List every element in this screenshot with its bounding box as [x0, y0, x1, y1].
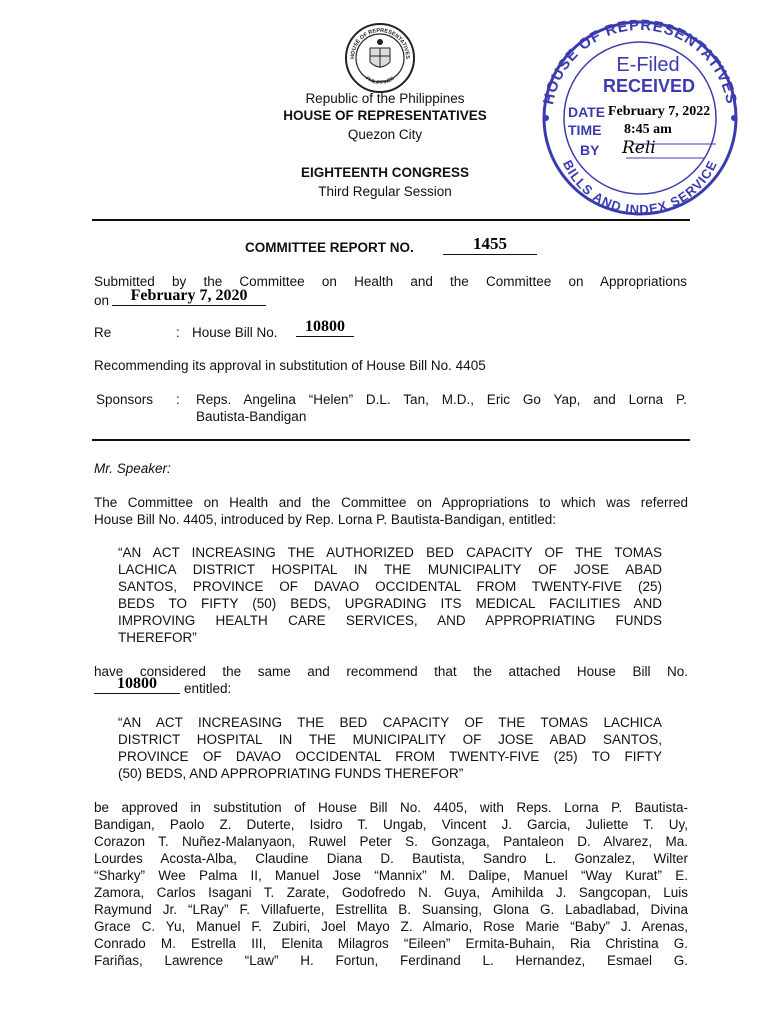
stamp-received: RECEIVED	[602, 76, 696, 96]
session-line: Third Regular Session	[318, 184, 452, 199]
stamp-by-label: BY	[580, 142, 600, 158]
quote1-line: LACHICA DISTRICT HOSPITAL IN THE MUNICIPALITY OF JOSE ABAD	[118, 562, 662, 577]
stamp-efiled: E-Filed	[616, 54, 680, 76]
republic-line: Republic of the Philippines	[305, 91, 465, 106]
para3-line: “Sharky” Wee Palma II, Manuel Jose “Mannix” M. Dalipe, Manuel “Way Kurat” E.	[94, 868, 688, 883]
para1-line-1: The Committee on Health and the Committee on Appropriations to which was referred	[94, 495, 688, 510]
house-seal	[344, 22, 416, 94]
quote1-line: IMPROVING HEALTH CARE SERVICES, AND APPROPRIATING FUNDS	[118, 613, 662, 628]
para2-number: 10800	[117, 675, 157, 692]
re-number: 10800	[305, 318, 345, 335]
stamp-time-label: TIME	[568, 122, 602, 138]
para3-line: Zamora, Carlos Isagani T. Zarate, Godofredo N. Guya, Amihilda J. Sangcopan, Luis	[94, 885, 688, 900]
house-line: HOUSE OF REPRESENTATIVES	[283, 108, 487, 123]
congress-line: EIGHTEENTH CONGRESS	[300, 165, 470, 180]
svg-text:PHILIPPINES	[364, 75, 396, 86]
divider-top	[92, 219, 690, 221]
para3-line: Raymund Jr. “LRay” F. Villafuerte, Estrellita B. Suansing, Glona G. Labadlabad, Divina	[94, 902, 688, 917]
quote1-line: BEDS TO FIFTY (50) BEDS, UPGRADING ITS MEDICAL FACILITIES AND	[118, 596, 662, 611]
stamp-time-value: 8:45 am	[624, 122, 672, 137]
salutation: Mr. Speaker:	[94, 461, 171, 476]
sponsors-label: Sponsors	[96, 392, 154, 407]
city-line: Quezon City	[347, 127, 423, 142]
para3-line: Corazon T. Nuñez-Malanyaon, Ruwel Peter S. Gonzaga, Pantaleon D. Alvarez, Ma.	[94, 834, 688, 849]
quote1-line: “AN ACT INCREASING THE AUTHORIZED BED CAPACITY OF THE TOMAS	[118, 545, 662, 560]
para2-line-1: have considered the same and recommend that the attached House Bill No.	[94, 664, 688, 679]
sponsors-colon: :	[176, 392, 180, 407]
para2-entitled: entitled:	[184, 681, 232, 696]
svg-text:BILLS AND INDEX SERVICE	[560, 158, 720, 218]
quote2-line: DISTRICT HOSPITAL IN THE MUNICIPALITY OF JOSE ABAD SANTOS,	[118, 732, 662, 747]
para2-number-field	[94, 675, 180, 694]
stamp-date-value: February 7, 2022	[608, 104, 711, 119]
para1-line-2: House Bill No. 4405, introduced by Rep. Lorna P. Bautista-Bandigan, entitled:	[94, 512, 557, 527]
para3-line: be approved in substitution of House Bill No. 4405, with Reps. Lorna P. Bautista-	[94, 800, 688, 815]
received-stamp	[528, 18, 752, 222]
re-colon: :	[176, 325, 180, 340]
para3-line: Bandigan, Paolo Z. Duterte, Isidro T. Ungab, Vincent J. Garcia, Juliette T. Uy,	[94, 817, 688, 832]
para3-line: Grace C. Yu, Manuel F. Zubiri, Joel Mayo Z. Almario, Rose Marie “Baby” J. Arenas,	[94, 919, 688, 934]
sponsors-line-1: Reps. Angelina “Helen” D.L. Tan, M.D., Eric Go Yap, and Lorna P.	[196, 392, 687, 407]
quote2-line: (50) BEDS, AND APPROPRIATING FUNDS THEREFOR”	[118, 766, 464, 781]
seal-top-text: HOUSE OF REPRESENTATIVES	[349, 27, 411, 60]
divider-bottom	[92, 439, 690, 441]
on-label: on	[94, 293, 110, 308]
para3-line: Conrado M. Estrella III, Elenita Milagros “Eileen” Ermita-Buhain, Ria Christina G.	[94, 936, 688, 951]
stamp-arc-top: HOUSE OF REPRESENTATIVES	[540, 18, 740, 107]
quote2-line: PROVINCE OF DAVAO OCCIDENTAL FROM TWENTY-FIVE (25) TO FIFTY	[118, 749, 662, 764]
stamp-arc-bottom: BILLS AND INDEX SERVICE	[559, 157, 721, 218]
on-date: February 7, 2020	[130, 287, 248, 304]
stamp-date-label: DATE	[568, 104, 606, 120]
submitted-line: Submitted by the Committee on Health and the Committee on Appropriations	[94, 274, 687, 289]
report-number-field	[443, 234, 537, 255]
report-number: 1455	[473, 234, 507, 253]
re-text: House Bill No.	[192, 325, 278, 340]
sponsors-line-2: Bautista-Bandigan	[196, 409, 307, 424]
quote1-line: SANTOS, PROVINCE OF DAVAO OCCIDENTAL FROM TWENTY-FIVE (25)	[118, 579, 662, 594]
seal-bottom-text: PHILIPPINES	[364, 75, 396, 87]
para3-line: Lourdes Acosta-Alba, Claudine Diana D. Bautista, Sandro L. Gonzalez, Wilter	[94, 851, 688, 866]
para3-line: Fariñas, Lawrence “Law” H. Fortun, Ferdinand L. Hernandez, Esmael G.	[94, 953, 688, 968]
quote2-line: “AN ACT INCREASING THE BED CAPACITY OF THE TOMAS LACHICA	[118, 715, 662, 730]
re-label: Re	[94, 325, 112, 340]
report-label: COMMITTEE REPORT NO.	[245, 240, 414, 255]
quote1-line: THEREFOR”	[118, 630, 197, 645]
stamp-signature: Reli	[622, 138, 656, 158]
recommending-line: Recommending its approval in substitution of House Bill No. 4405	[94, 358, 486, 373]
re-number-field	[296, 318, 354, 337]
on-date-field	[112, 287, 266, 306]
